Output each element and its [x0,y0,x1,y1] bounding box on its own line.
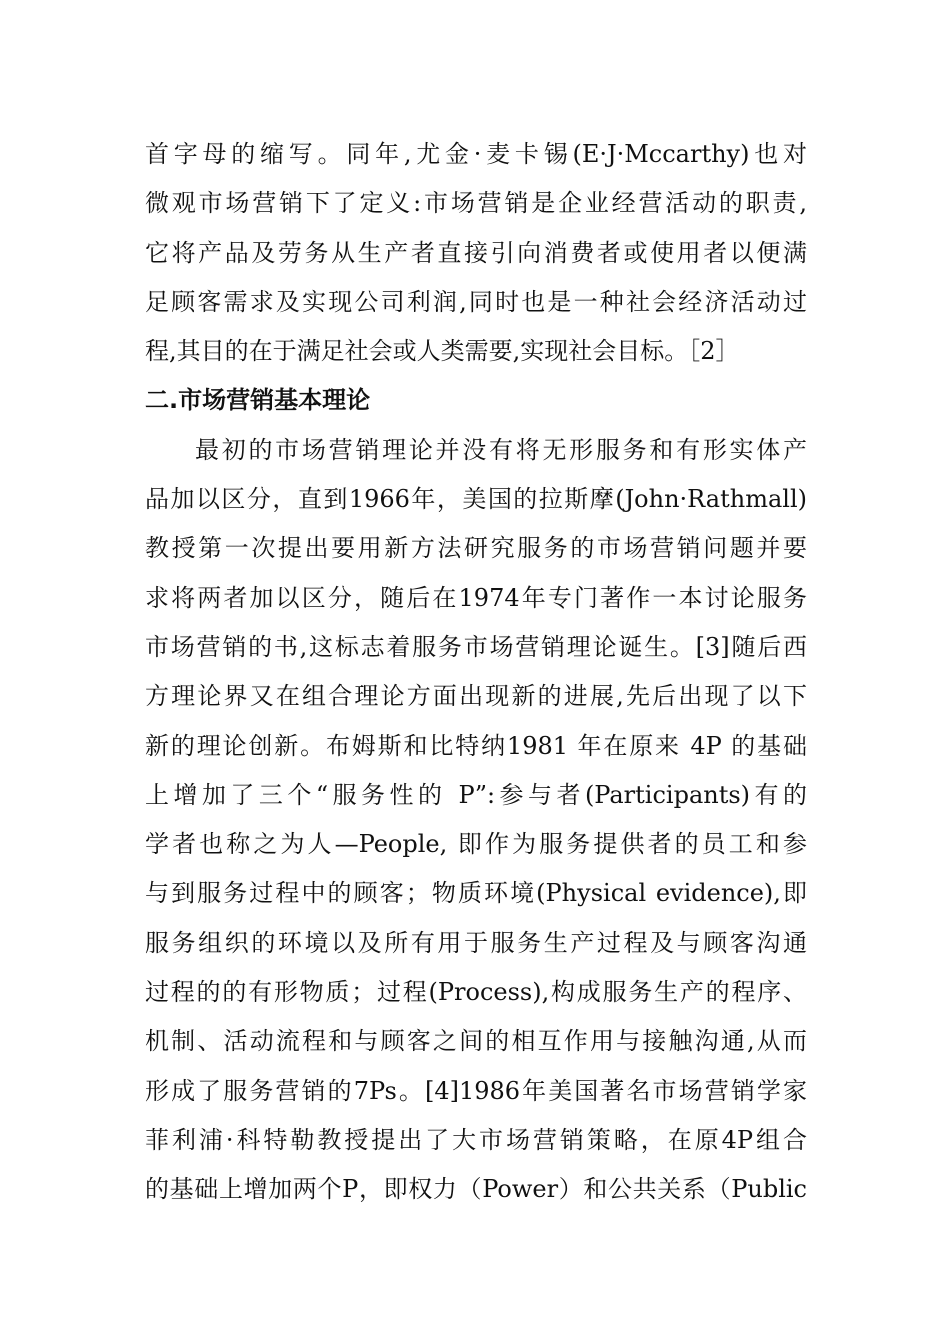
text-line: 方理论界又在组合理论方面出现新的进展,先后出现了以下 [145,682,807,711]
text-line: 服务组织的环境以及所有用于服务生产过程及与顾客沟通 [145,928,807,957]
text-line: 的基础上增加两个P，即权力（Power）和公共关系（Public [145,1175,807,1204]
text-line: 市场营销的书,这标志着服务市场营销理论诞生。[3]随后西 [145,632,807,661]
text-line: 学者也称之为人—People, 即作为服务提供者的员工和参 [145,830,807,859]
text-line: 最初的市场营销理论并没有将无形服务和有形实体产 [195,435,807,464]
text-line: 菲利浦·科特勒教授提出了大市场营销策略，在原4P组合 [145,1125,807,1154]
document-body [145,130,807,1215]
text-line: 程,其目的在于满足社会或人类需要,实现社会目标。［2］ [145,337,740,366]
text-line: 它将产品及劳务从生产者直接引向消费者或使用者以便满 [145,238,807,267]
text-line: 形成了服务营销的7Ps。[4]1986年美国著名市场营销学家 [145,1076,807,1105]
paragraph-theory [145,426,807,1215]
paragraph-definition [145,130,807,376]
text-line: 过程的的有形物质；过程(Process),构成服务生产的程序、 [145,978,807,1007]
text-line: 机制、活动流程和与顾客之间的相互作用与接触沟通,从而 [145,1027,807,1056]
text-line: 新的理论创新。布姆斯和比特纳1981 年在原来 4P 的基础 [145,731,807,760]
text-line: 品加以区分，直到1966年，美国的拉斯摩(John·Rathmall) [145,485,807,514]
text-line: 首字母的缩写。同年,尤金·麦卡锡(E·J·Mccarthy)也对 [145,140,807,168]
text-line: 与到服务过程中的顾客；物质环境(Physical evidence),即 [145,879,807,908]
section-heading: 二.市场营销基本理论 [145,386,371,415]
text-line: 求将两者加以区分，随后在1974年专门著作一本讨论服务 [145,583,807,612]
text-line: 微观市场营销下了定义:市场营销是企业经营活动的职责, [145,189,807,218]
text-line: 足顾客需求及实现公司利润,同时也是一种社会经济活动过 [145,287,807,316]
text-line: 教授第一次提出要用新方法研究服务的市场营销问题并要 [145,534,807,563]
text-line: 上增加了三个“服务性的 P”:参与者(Participants)有的 [145,780,807,809]
